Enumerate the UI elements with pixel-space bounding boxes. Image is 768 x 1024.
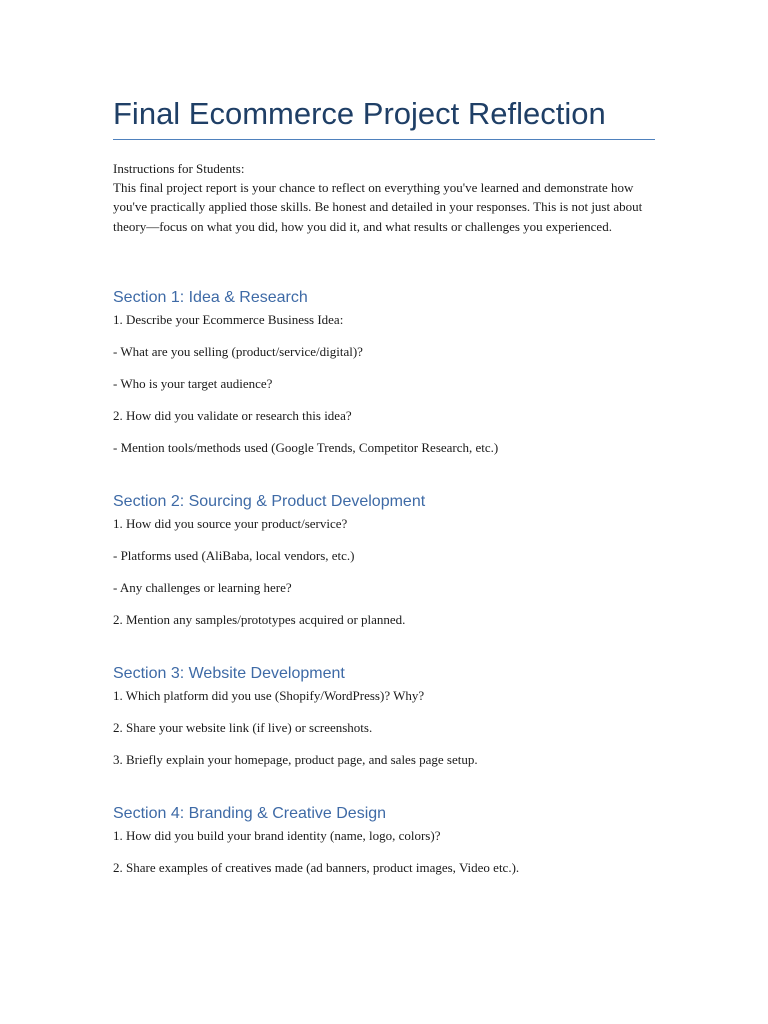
section-heading: Section 1: Idea & Research	[113, 289, 308, 306]
section-heading: Section 3: Website Development	[113, 665, 345, 682]
section-website-development	[113, 662, 656, 782]
question-item: 3. Briefly explain your homepage, product page, and sales page setup.	[113, 752, 478, 767]
section-heading: Section 2: Sourcing & Product Development	[113, 493, 426, 510]
question-item: - Any challenges or learning here?	[113, 580, 292, 595]
instructions-block	[113, 159, 656, 236]
instructions-heading: Instructions for Students:	[113, 161, 245, 176]
question-item: 1. How did you source your product/service?	[113, 516, 348, 531]
question-item: 1. How did you build your brand identity (name, logo, colors)?	[113, 828, 441, 843]
question-item: 2. Share your website link (if live) or screenshots.	[113, 720, 373, 735]
question-item: 2. How did you validate or research this idea?	[113, 408, 352, 423]
question-list	[113, 310, 656, 470]
page-title: Final Ecommerce Project Reflection	[113, 96, 606, 131]
question-item: 1. Describe your Ecommerce Business Idea:	[113, 312, 344, 327]
question-item: - What are you selling (product/service/digital)?	[113, 344, 363, 359]
question-item: 2. Share examples of creatives made (ad banners, product images, Video etc.).	[113, 860, 520, 875]
question-list	[113, 826, 656, 890]
title-underline	[113, 139, 655, 140]
question-item: - Mention tools/methods used (Google Trends, Competitor Research, etc.)	[113, 440, 499, 455]
question-list	[113, 686, 656, 782]
question-item: - Who is your target audience?	[113, 376, 273, 391]
question-list	[113, 514, 656, 642]
section-sourcing-product	[113, 490, 656, 642]
section-heading: Section 4: Branding & Creative Design	[113, 805, 387, 822]
question-item: - Platforms used (AliBaba, local vendors, etc.)	[113, 548, 355, 563]
section-idea-research	[113, 286, 656, 470]
instructions-body: This final project report is your chance to reflect on everything you've learned and demonstrate how you've practically applied those skills. Be honest and detailed in your responses. This is not just about theory—focus on what you did, how you did it, and what results or challenges you experienced.	[113, 180, 643, 234]
question-item: 1. Which platform did you use (Shopify/WordPress)? Why?	[113, 688, 425, 703]
section-branding-creative	[113, 802, 656, 890]
question-item: 2. Mention any samples/prototypes acquired or planned.	[113, 612, 406, 627]
